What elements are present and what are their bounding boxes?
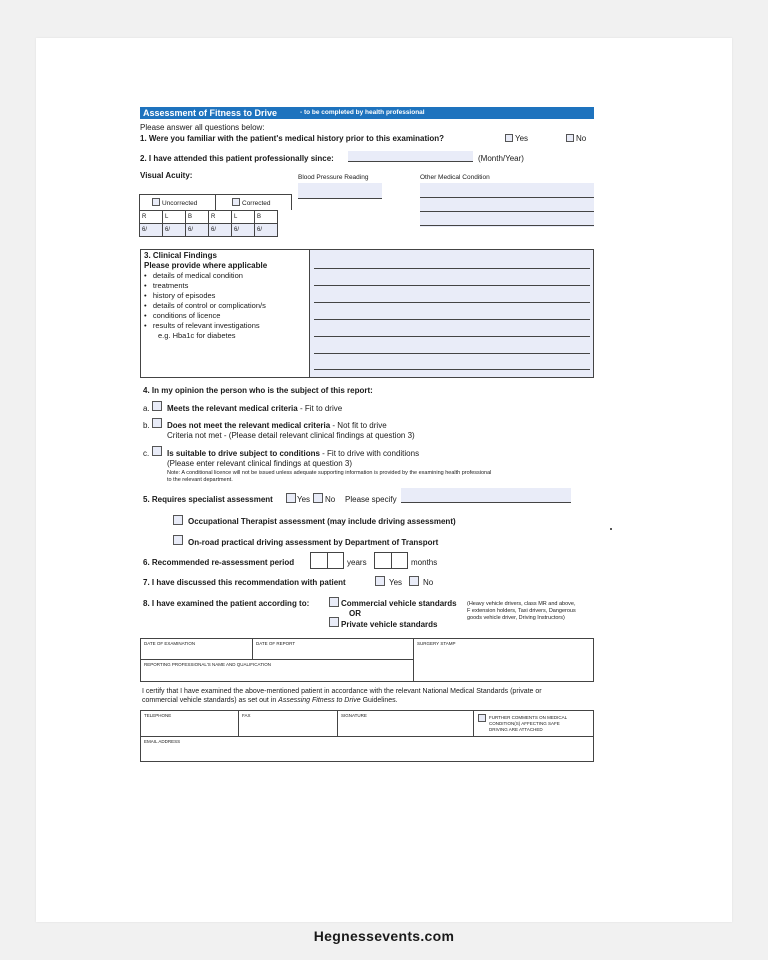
signature-cell[interactable] [337,710,474,737]
q5-no-checkbox[interactable] [313,493,323,503]
q3-item: • treatments [144,281,189,290]
private-checkbox[interactable] [329,617,339,627]
q8-note-1: (Heavy vehicle drivers, class MR and above, [467,601,576,607]
or-label: OR [349,609,361,618]
email-cell[interactable] [140,736,594,762]
other-condition-field[interactable] [420,183,594,227]
q3-example: e.g. Hba1c for diabetes [158,331,236,340]
clinical-line [314,369,590,370]
q4-b-checkbox[interactable] [152,418,162,428]
q7-yes-label: Yes [389,578,403,587]
q3-subtitle: Please provide where applicable [144,261,268,270]
telephone-cell[interactable] [140,710,239,737]
further-label-3: DRIVING ARE ATTACHED [489,727,543,732]
q5-label: 5. Requires specialist assessment [143,495,273,504]
other-condition-label: Other Medical Condition [420,174,490,181]
years-label: years [347,558,367,567]
q1-no-label: No [576,134,587,143]
visual-acuity-table [139,210,278,237]
further-label-2: CONDITION(S) AFFECTING SAFE [489,721,560,726]
q4-b-letter: b. [143,421,150,430]
certify-line-1: I certify that I have examined the above-mentioned patient in accordance with the relevant National Medical Standards (private or [142,688,542,695]
fax-cell[interactable] [238,710,338,737]
q4-title: 4. In my opinion the person who is the subject of this report: [143,386,373,395]
intro-text: Please answer all questions below: [140,123,265,132]
other-line-2 [420,211,594,212]
further-comments-cell [473,710,594,737]
visual-acuity-title: Visual Acuity: [140,171,193,180]
q7-yes-checkbox[interactable] [375,576,385,586]
years-divider [327,552,328,569]
onroad-label: On-road practical driving assessment by Department of Transport [188,538,439,547]
date-exam-label: DATE OF EXAMINATION [144,641,196,646]
clinical-line [314,353,590,354]
clinical-line [314,319,590,320]
corrected-label: Corrected [242,200,271,207]
form-title-bar [140,107,594,119]
bp-label: Blood Pressure Reading [298,174,369,181]
ot-checkbox[interactable] [173,515,183,525]
telephone-label: TELEPHONE [144,713,172,718]
q1-yes-checkbox[interactable] [505,134,513,142]
q4-a-bold: Meets the relevant medical criteria [167,404,298,413]
date-report-label: DATE OF REPORT [256,641,296,646]
q4-c-rest: - Fit to drive with conditions [322,449,420,458]
q4-a-checkbox[interactable] [152,401,162,411]
q3-item: • details of control or complication/s [144,301,266,310]
q4-b-bold: Does not meet the relevant medical criteria [167,421,331,430]
q6-label: 6. Recommended re-assessment period [143,558,295,567]
q4-a-letter: a. [143,404,150,413]
q8-note-2: F extension holders, Taxi drivers, Dangerous [467,608,576,614]
va-header-divider [215,194,216,210]
date-report-cell[interactable] [252,638,414,660]
q3-item: • details of medical condition [144,271,243,280]
va-header-r: R [140,211,163,224]
q8-label: 8. I have examined the patient according to: [143,599,310,608]
months-label: months [411,558,438,567]
va-header-l: L [232,211,255,224]
va-header-b: B [255,211,278,224]
q8-note-3: goods vehicle driver, Driving Instructors) [467,615,565,621]
reporting-professional-label: REPORTING PROFESSIONAL'S NAME AND QUALIFICATION [144,662,271,667]
q7-no-label: No [423,578,434,587]
q3-item: • conditions of licence [144,311,221,320]
bp-field[interactable] [298,183,382,199]
q3-item: • history of episodes [144,291,216,300]
va-header-r: R [209,211,232,224]
va-value-cell[interactable]: 6/ [140,224,163,237]
fax-label: FAX [242,713,251,718]
q4-c-bold: Is suitable to drive subject to conditions [167,449,320,458]
commercial-checkbox[interactable] [329,597,339,607]
stray-dot [610,528,612,530]
commercial-label: Commercial vehicle standards [341,599,457,608]
certify-line-2: commercial vehicle standards) as set out in Assessing Fitness to Drive Guidelines. [142,697,398,704]
q4-b-rest: - Not fit to drive [332,421,387,430]
q2-suffix: (Month/Year) [478,154,524,163]
q7-label: 7. I have discussed this recommendation with patient [143,578,346,587]
q5-yes-label: Yes [297,495,311,504]
q5-specify-label: Please specify [345,495,397,504]
clinical-line [314,268,590,269]
va-value-cell[interactable]: 6/ [255,224,278,237]
date-exam-cell[interactable] [140,638,253,660]
uncorrected-label: Uncorrected [162,200,198,207]
further-label-1: FURTHER COMMENTS ON MEDICAL [489,715,568,720]
q2-date-field[interactable] [348,151,473,162]
onroad-checkbox[interactable] [173,535,183,545]
surgery-stamp-cell[interactable] [413,638,594,682]
q5-specify-field[interactable] [401,488,571,503]
q3-title: 3. Clinical Findings [144,251,217,260]
corrected-checkbox[interactable] [232,198,240,206]
watermark-footer: Hegnessevents.com [313,928,455,944]
q2-label: 2. I have attended this patient professionally since: [140,154,334,163]
va-value-cell[interactable]: 6/ [186,224,209,237]
q4-b-sub: Criteria not met - (Please detail relevant clinical findings at question 3) [167,431,415,440]
q3-list [144,271,266,341]
uncorrected-checkbox[interactable] [152,198,160,206]
q1-yes-label: Yes [515,134,529,143]
email-label: EMAIL ADDRESS [144,739,181,744]
va-header-b: B [186,211,209,224]
va-header-l: L [163,211,186,224]
q5-yes-checkbox[interactable] [286,493,296,503]
clinical-line [314,336,590,337]
va-value-cell[interactable]: 6/ [209,224,232,237]
va-value-cell[interactable]: 6/ [163,224,186,237]
private-label: Private vehicle standards [341,620,438,629]
q1-label: 1. Were you familiar with the patient's medical history prior to this examination? [140,134,445,143]
q4-c-letter: c. [143,449,150,458]
months-divider [391,552,392,569]
further-comments-checkbox[interactable] [478,714,486,722]
q5-no-label: No [325,495,336,504]
other-line-3 [420,225,594,226]
surgery-stamp-label: SURGERY STAMP [417,641,456,646]
signature-label: SIGNATURE [341,713,367,718]
q7-no-checkbox[interactable] [409,576,419,586]
q3-item: • results of relevant investigations [144,321,260,330]
clinical-line [314,302,590,303]
va-value-cell[interactable]: 6/ [232,224,255,237]
q4-a-rest: - Fit to drive [299,404,343,413]
reporting-professional-cell[interactable] [140,659,414,682]
q4-note-2: to the relevant department. [167,477,233,483]
clinical-line [314,285,590,286]
ot-label: Occupational Therapist assessment (may include driving assessment) [188,517,456,526]
clinical-findings-field[interactable] [310,250,593,377]
q1-no-checkbox[interactable] [566,134,574,142]
q4-c-sub: (Please enter relevant clinical findings at question 3) [167,459,352,468]
q4-note-1: Note: A conditional licence will not be issued unless adequate supporting information is provided by the examining health professional [167,470,492,476]
form-title: Assessment of Fitness to Drive [143,108,278,118]
other-line-1 [420,197,594,198]
q4-c-checkbox[interactable] [152,446,162,456]
form-subtitle: - to be completed by health professional [300,109,425,116]
